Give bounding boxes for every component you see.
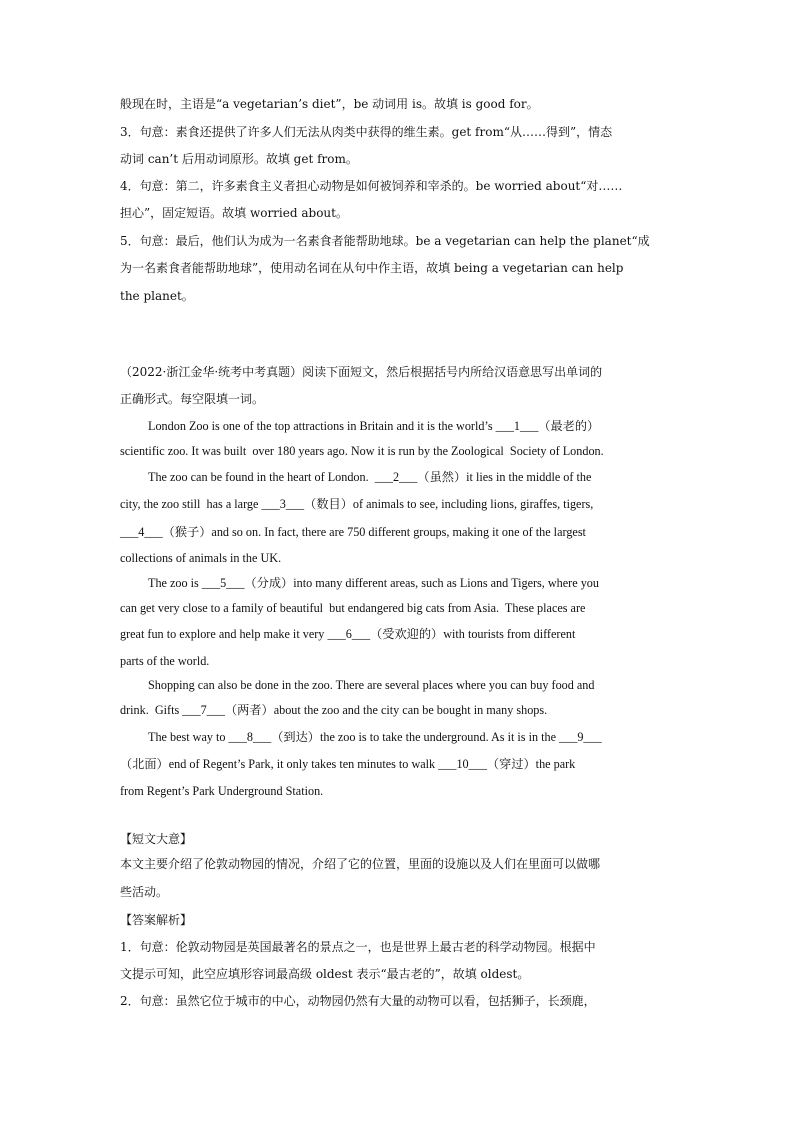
passage-line: city, the zoo still has a large ___3___（数目）of animals to see, including lions, giraffes, tigers,	[120, 497, 594, 511]
passage-line: Shopping can also be done in the zoo. There are several places where you can buy food and	[148, 678, 595, 692]
passage-line: from Regent’s Park Underground Station.	[120, 784, 324, 798]
analysis-line: 般现在时，主语是“a vegetarian’s diet”，be 动词用 is。故填 is good for。	[120, 97, 539, 111]
passage-line: London Zoo is one of the top attractions in Britain and it is the world’s ___1___（最老的）	[148, 419, 600, 433]
analysis-line: the planet。	[120, 289, 194, 303]
passage-line: The best way to ___8___（到达）the zoo is to take the underground. As it is in the ___9___	[148, 730, 602, 744]
analysis-line: 为一名素食者能帮助地球”，使用动名词在从句中作主语，故填 being a vegetarian can help	[120, 261, 624, 275]
passage-line: great fun to explore and help make it very ___6___（受欢迎的）with tourists from different	[120, 627, 576, 641]
passage-line: （北面）end of Regent’s Park, it only takes ten minutes to walk ___10___（穿过）the park	[120, 757, 576, 771]
analysis-line: 担心”，固定短语。故填 worried about。	[120, 206, 348, 220]
passage-line: ___4___（猴子）and so on. In fact, there are 750 different groups, making it one of the largest	[120, 525, 586, 539]
summary-line: 本文主要介绍了伦敦动物园的情况，介绍了它的位置，里面的设施以及人们在里面可以做哪	[120, 857, 601, 871]
question-intro: （2022·浙江金华·统考中考真题）阅读下面短文，然后根据括号内所给汉语意思写出单词的	[120, 365, 603, 379]
passage-line: scientific zoo. It was built over 180 years ago. Now it is run by the Zoological Society of London.	[120, 444, 604, 458]
summary-heading: 【短文大意】	[120, 832, 193, 846]
passage-line: drink. Gifts ___7___（两者）about the zoo and the city can be bought in many shops.	[120, 703, 548, 717]
passage-line: The zoo can be found in the heart of London. ___2___（虽然）it lies in the middle of the	[148, 470, 592, 484]
answers-heading: 【答案解析】	[120, 913, 193, 927]
analysis-line: 3．句意：素食还提供了许多人们无法从肉类中获得的维生素。get from“从……得到”，情态	[120, 125, 613, 139]
answer-line: 文提示可知，此空应填形容词最高级 oldest 表示“最古老的”，故填 oldest。	[120, 967, 530, 981]
question-intro: 正确形式。每空限填一词。	[120, 392, 265, 406]
analysis-line: 5．句意：最后，他们认为成为一名素食者能帮助地球。be a vegetarian can help the planet“成	[120, 234, 650, 248]
answer-line: 2．句意：虽然它位于城市的中心，动物园仍然有大量的动物可以看，包括狮子，长颈鹿，	[120, 994, 596, 1008]
analysis-line: 4．句意：第二，许多素食主义者担心动物是如何被饲养和宰杀的。be worried about“对……	[120, 179, 623, 193]
passage-line: can get very close to a family of beautiful but endangered big cats from Asia. These places are	[120, 601, 586, 615]
summary-line: 些活动。	[120, 885, 169, 899]
answer-line: 1．句意：伦敦动物园是英国最著名的景点之一，也是世界上最古老的科学动物园。根据中	[120, 940, 596, 954]
passage-line: parts of the world.	[120, 654, 210, 668]
analysis-line: 动词 can’t 后用动词原形。故填 get from。	[120, 152, 358, 166]
passage-line: The zoo is ___5___（分成）into many different areas, such as Lions and Tigers, where you	[148, 576, 599, 590]
passage-line: collections of animals in the UK.	[120, 551, 282, 565]
